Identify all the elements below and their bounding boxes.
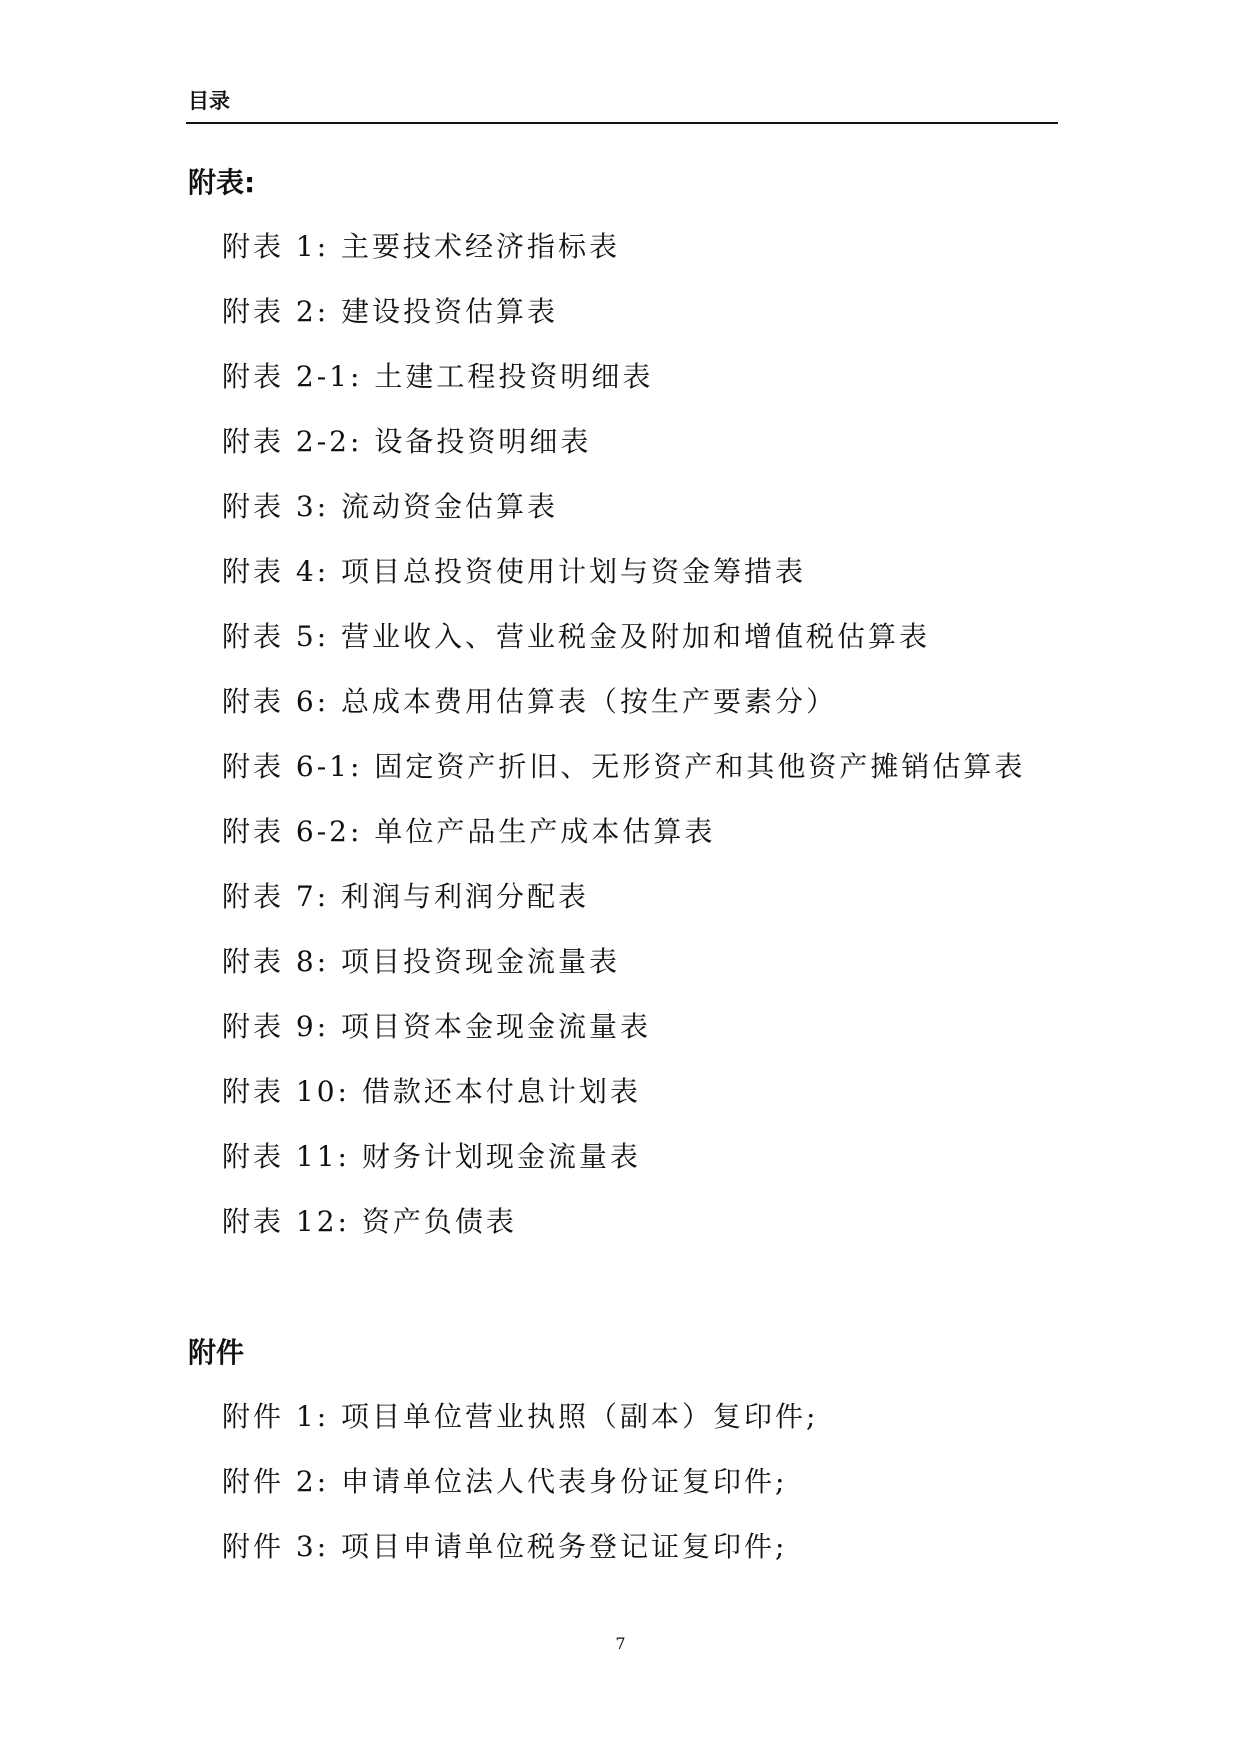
list-item: 附表 5: 营业收入、营业税金及附加和增值税估算表 bbox=[222, 620, 931, 653]
list-item: 附表 6-2: 单位产品生产成本估算表 bbox=[222, 815, 716, 848]
list-item: 附表 2: 建设投资估算表 bbox=[222, 295, 559, 328]
list-item: 附件 3: 项目申请单位税务登记证复印件; bbox=[222, 1530, 788, 1563]
list-item: 附表 9: 项目资本金现金流量表 bbox=[222, 1010, 652, 1043]
attachments-section-title: 附件 bbox=[188, 1336, 245, 1369]
list-item: 附表 2-2: 设备投资明细表 bbox=[222, 425, 592, 458]
list-item: 附表 12: 资产负债表 bbox=[222, 1205, 517, 1238]
list-item: 附表 7: 利润与利润分配表 bbox=[222, 880, 590, 913]
tables-list bbox=[222, 230, 1025, 1270]
list-item: 附表 10: 借款还本付息计划表 bbox=[222, 1075, 641, 1108]
list-item: 附表 1: 主要技术经济指标表 bbox=[222, 230, 621, 263]
header-title: 目录 bbox=[188, 89, 230, 113]
list-item: 附表 6: 总成本费用估算表（按生产要素分） bbox=[222, 685, 838, 718]
page-number: 7 bbox=[615, 1634, 626, 1653]
list-item: 附件 1: 项目单位营业执照（副本）复印件; bbox=[222, 1400, 819, 1433]
list-item: 附件 2: 申请单位法人代表身份证复印件; bbox=[222, 1465, 788, 1498]
list-item: 附表 2-1: 土建工程投资明细表 bbox=[222, 360, 654, 393]
list-item: 附表 4: 项目总投资使用计划与资金筹措表 bbox=[222, 555, 807, 588]
list-item: 附表 6-1: 固定资产折旧、无形资产和其他资产摊销估算表 bbox=[222, 750, 1026, 783]
attachments-list bbox=[222, 1400, 819, 1595]
list-item: 附表 11: 财务计划现金流量表 bbox=[222, 1140, 641, 1173]
page-header bbox=[186, 88, 1058, 124]
list-item: 附表 3: 流动资金估算表 bbox=[222, 490, 559, 523]
list-item: 附表 8: 项目投资现金流量表 bbox=[222, 945, 621, 978]
tables-section-title: 附表: bbox=[188, 166, 256, 199]
